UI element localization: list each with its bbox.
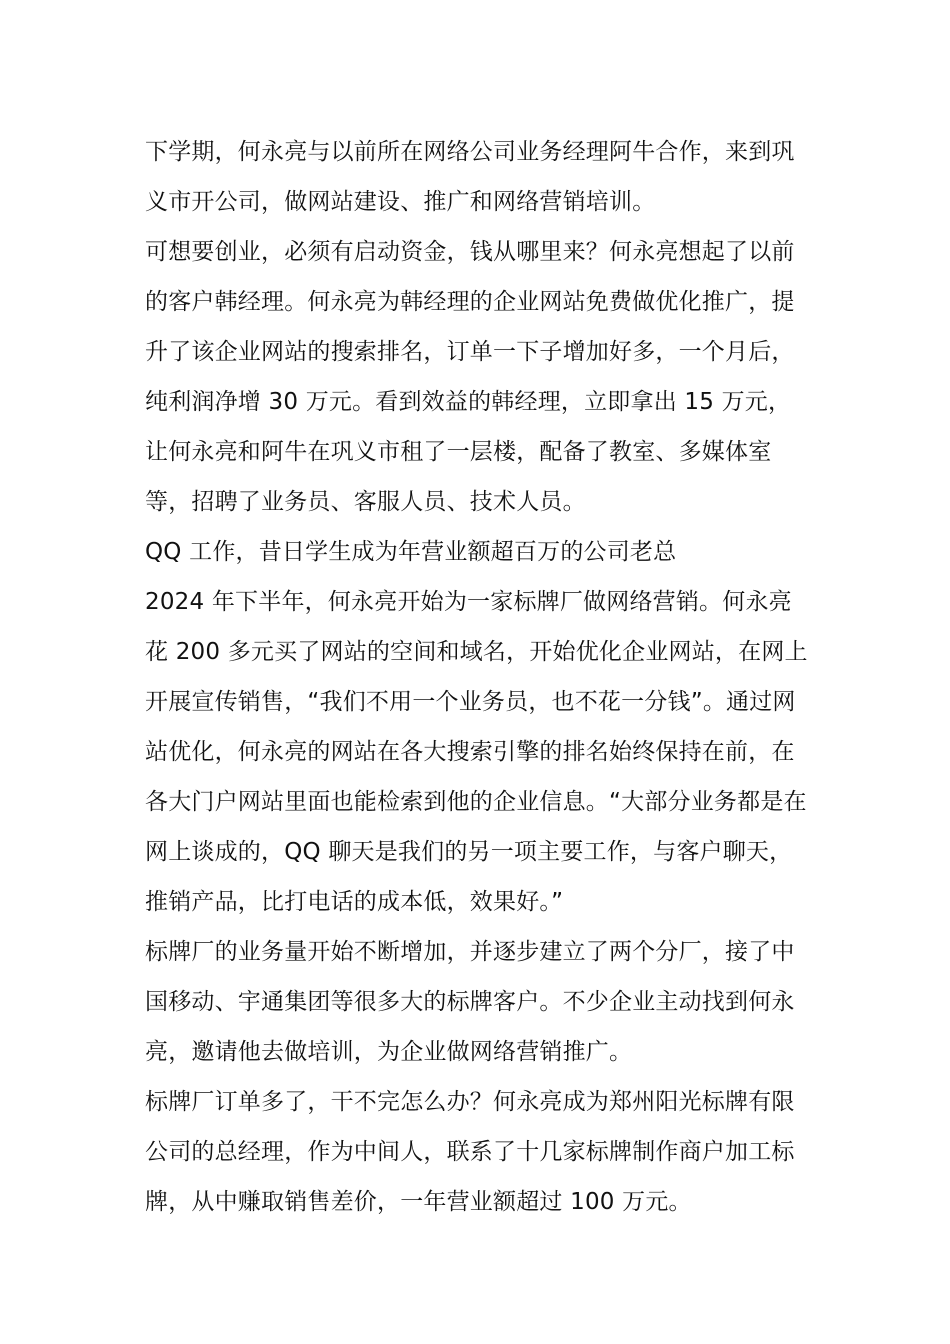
paragraph-4: 标牌厂的业务量开始不断增加，并逐步建立了两个分厂，接了中国移动、宇通集团等很多大的标牌客户。不少企业主动找到何永亮，邀请他去做培训，为企业做网络营销推广。 (145, 939, 795, 1065)
paragraph-1: 下学期，何永亮与以前所在网络公司业务经理阿牛合作，来到巩义市开公司，做网站建设、推广和网络营销培训。 (145, 139, 795, 215)
paragraph-3: 2024 年下半年，何永亮开始为一家标牌厂做网络营销。何永亮花 200 多元买了网站的空间和域名，开始优化企业网站，在网上开展宣传销售，“我们不用一个业务员，也不花一分钱”。通过网站优化，何永亮的网站在各大搜索引擎的排名始终保持在前，在各大门户网站里面也能检索到他的企业信息。“大部分业务都是在网上谈成的，QQ 聊天是我们的另一项主要工作，与客户聊天，推销产品，比打电话的成本低，效果好。” (145, 589, 808, 915)
document-body (145, 127, 810, 1227)
paragraph-5: 标牌厂订单多了，干不完怎么办？何永亮成为郑州阳光标牌有限公司的总经理，作为中间人，联系了十几家标牌制作商户加工标牌，从中赚取销售差价，一年营业额超过 100 万元。 (145, 1089, 795, 1215)
paragraph-2: 可想要创业，必须有启动资金，钱从哪里来？何永亮想起了以前的客户韩经理。何永亮为韩经理的企业网站免费做优化推广，提升了该企业网站的搜索排名，订单一下子增加好多，一个月后，纯利润净增 30 万元。看到效益的韩经理，立即拿出 15 万元，让何永亮和阿牛在巩义市租了一层楼，配备了教室、多媒体室等，招聘了业务员、客服人员、技术人员。 (145, 239, 795, 515)
section-heading: QQ 工作，昔日学生成为年营业额超百万的公司老总 (145, 539, 677, 565)
